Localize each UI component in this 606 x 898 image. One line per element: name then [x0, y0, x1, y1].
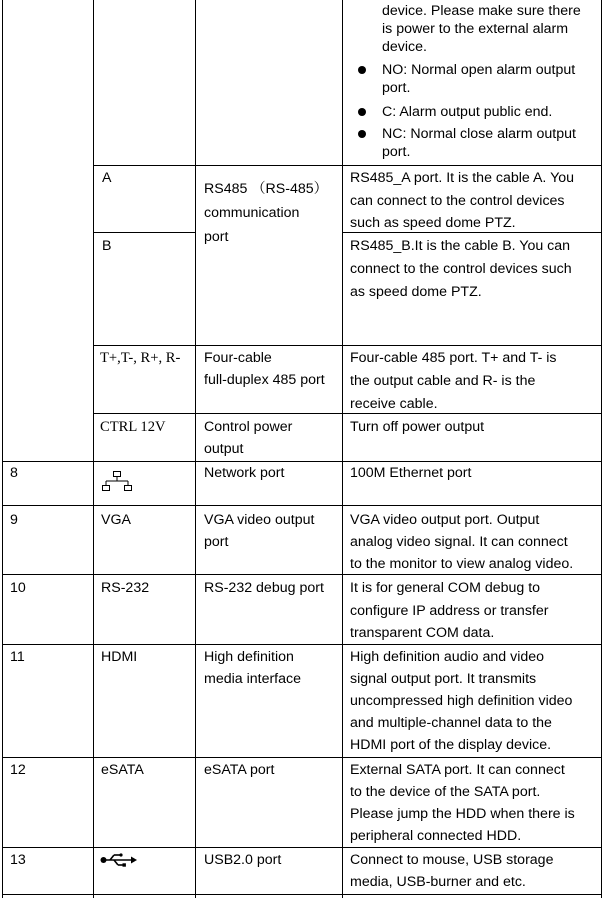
vga-port-name: VGA video output port	[204, 512, 315, 550]
row-divider-8	[2, 461, 602, 462]
fourcable-description: Four-cable 485 port. T+ and T- is the output cable and R- is the receive cable.	[350, 350, 557, 412]
table-divider-col3	[342, 0, 343, 898]
row-divider-13	[2, 847, 602, 848]
bullet-no: NO: Normal open alarm output port.	[382, 62, 576, 96]
row-number: 9	[10, 512, 18, 528]
port-a-label: A	[102, 170, 112, 186]
row-number: 8	[10, 465, 18, 481]
ctrl-description: Turn off power output	[350, 419, 485, 435]
row-divider-fourcable	[93, 345, 602, 346]
bullet-c: C: Alarm output public end.	[382, 104, 553, 120]
hdmi-description: High definition audio and video signal output port. It transmits uncompressed high definition video and multiple-channel data to the HDMI port of the display device.	[350, 649, 573, 753]
row-number: 11	[10, 649, 25, 665]
network-icon	[101, 470, 133, 494]
network-port-name: Network port	[204, 465, 285, 481]
rs485-port-name: RS485 （RS-485） communication port	[204, 181, 328, 245]
usb-description: Connect to mouse, USB storage media, USB-burner and etc.	[350, 852, 554, 890]
alarm-bullet-continuation: device. Please make sure there is power to the external alarm device.	[382, 3, 581, 55]
network-description: 100M Ethernet port	[350, 465, 472, 481]
rs232-port-label: RS-232	[101, 580, 150, 596]
fourcable-port-name: Four-cable full-duplex 485 port	[204, 350, 325, 388]
table-divider-col1	[93, 0, 94, 898]
row-divider-9	[2, 505, 602, 506]
table-divider-col2	[195, 0, 196, 898]
bullet-nc: NC: Normal close alarm output port.	[382, 126, 576, 160]
ctrl-port-name: Control power output	[204, 419, 293, 457]
hdmi-port-label: HDMI	[101, 649, 138, 665]
vga-port-label: VGA	[101, 512, 131, 528]
vga-description: VGA video output port. Output analog video signal. It can connect to the monitor to view analog video.	[350, 512, 574, 572]
bullet-icon	[358, 108, 366, 116]
table-border-left	[2, 0, 3, 898]
row-number: 12	[10, 762, 26, 778]
row-divider-a	[93, 165, 602, 166]
bullet-icon	[358, 130, 366, 138]
port-b-label: B	[102, 238, 112, 254]
rs232-description: It is for general COM debug to configure IP address or transfer transparent COM data.	[350, 580, 549, 641]
esata-description: External SATA port. It can connect to the device of the SATA port. Please jump the HDD when there is peripheral connected HDD.	[350, 762, 575, 844]
row-number: 10	[10, 580, 26, 596]
row-divider-12	[2, 757, 602, 758]
bullet-icon	[358, 66, 366, 74]
rs485-b-description: RS485_B.It is the cable B. You can connect to the control devices such as speed dome PTZ.	[350, 238, 572, 300]
rs232-port-name: RS-232 debug port	[204, 580, 324, 596]
usb-port-name: USB2.0 port	[204, 852, 282, 868]
esata-port-label: eSATA	[101, 762, 144, 778]
row-divider-b-port	[93, 232, 196, 233]
rs485-a-description: RS485_A port. It is the cable A. You can connect to the control devices such as speed dome PTZ.	[350, 170, 575, 231]
esata-port-name: eSATA port	[204, 762, 275, 778]
usb-icon	[100, 853, 138, 867]
fourcable-port-label: T+,T-, R+, R-	[100, 350, 181, 366]
table-border-bottom	[2, 894, 602, 895]
ctrl-port-label: CTRL 12V	[100, 419, 166, 435]
row-number: 13	[10, 852, 26, 868]
hdmi-port-name: High definition media interface	[204, 649, 301, 687]
table-border-right	[601, 0, 602, 898]
